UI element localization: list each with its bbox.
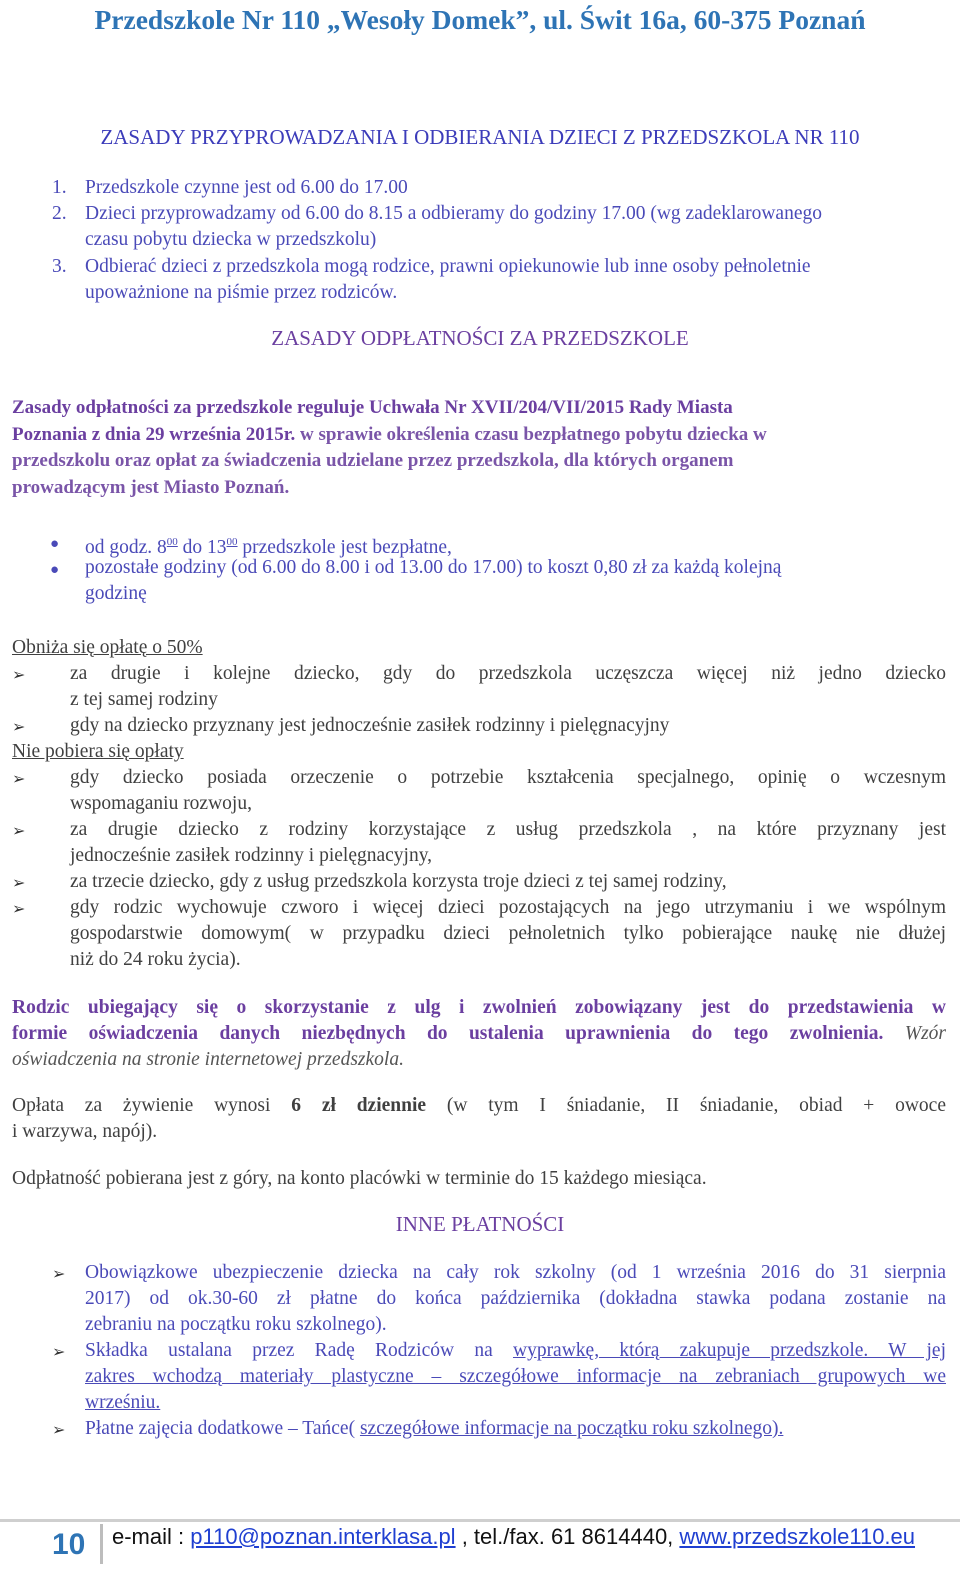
paragraph-line: Zasady odpłatności za przedszkole reguluje Uchwała Nr XVII/204/VII/2015 Rady Miasta (12, 397, 733, 418)
list-item: ➢ gdy rodzic wychowuje czworo i więcej dzieci pozostających na jego utrzymaniu i we wspólnym gospodarstwie domowym( w przypadku dzieci pełnoletnich tylko pobierające naukę nie dłużej niż do 24 roku życia). (12, 897, 946, 970)
list-item: ➢ Obowiązkowe ubezpieczenie dziecka na cały rok szkolny (od 1 września 2016 do 31 sierpnia 2017) od ok.30-60 zł płatne do końca października (dokładna stawka podana zostanie na zebraniu na początku roku szkolnego). (52, 1262, 946, 1335)
list-item: ➢ gdy na dziecko przyznany jest jednocześnie zasiłek rodzinny i pielęgnacyjny (0, 713, 960, 739)
website-link[interactable]: www.przedszkole110.eu (679, 1524, 916, 1549)
paragraph-line: przedszkolu oraz opłat za świadczenia udzielane przez przedszkola, dla których organem (12, 450, 734, 471)
list-number: 1. (52, 177, 67, 198)
fees-resolution-paragraph (12, 395, 952, 501)
list-item: ➢ gdy dziecko posiada orzeczenie o potrzebie kształcenia specjalnego, opinię o wczesnym wspomaganiu rozwoju, (12, 767, 946, 814)
list-number: 3. (52, 256, 67, 277)
section-heading-fees: ZASADY ODPŁATNOŚCI ZA PRZEDSZKOLE (271, 326, 689, 350)
bullet-dot-icon: ● (50, 536, 60, 552)
section-heading-drop-off: ZASADY PRZYPROWADZANIA I ODBIERANIA DZIECI Z PRZEDSZKOLA NR 110 (100, 125, 860, 149)
meal-fee-paragraph: Opłata za żywienie wynosi 6 zł dziennie (w tym I śniadanie, II śniadanie, obiad + owoce i warzywa, napój). (12, 1095, 946, 1142)
list-text: Przedszkole czynne jest od 6.00 do 17.00 (85, 177, 408, 198)
list-number: 2. (52, 203, 67, 224)
arrow-bullet-icon: ➢ (12, 667, 26, 684)
paragraph-line: w sprawie określenia czasu bezpłatnego pobytu dziecka w (300, 423, 767, 445)
arrow-bullet-icon: ➢ (12, 875, 26, 892)
phone-text: , tel./fax. 61 8614440, (455, 1524, 680, 1549)
footer-divider (0, 1519, 960, 1522)
bullet-dot-icon: ● (50, 562, 60, 578)
list-item: ➢ Płatne zajęcia dodatkowe – Tańce( szczegółowe informacje na początku roku szkolnego). (0, 1416, 960, 1442)
section-heading-other-payments: INNE PŁATNOŚCI (395, 1212, 565, 1236)
arrow-bullet-icon: ➢ (12, 823, 26, 840)
list-text: Odbierać dzieci z przedszkola mogą rodzice, prawni opiekunowie lub inne osoby pełnoletnie (85, 256, 811, 277)
list-item (0, 201, 960, 253)
list-item: ➢ za trzecie dziecko, gdy z usług przedszkola korzysta troje dzieci z tej samej rodziny, (0, 869, 960, 895)
payment-terms-text: Odpłatność pobierana jest z góry, na konto placówki w terminie do 15 każdego miesiąca. (12, 1168, 707, 1189)
list-item: ➢ Składka ustalana przez Radę Rodziców na wyprawkę, którą zakupuje przedszkole. W jej zakres wchodzą materiały plastyczne – szczegółowe informacje na zebraniach grupowych we wrześniu. (52, 1340, 946, 1413)
arrow-bullet-icon: ➢ (52, 1422, 66, 1439)
list-item: ● od godz. $8^{00}$ do $13^{00}$ przedszkole jest bezpłatne, (0, 529, 960, 555)
reduction-heading: Obniża się opłatę o 50% (12, 637, 203, 658)
arrow-bullet-icon: ➢ (52, 1344, 66, 1361)
list-item: ➢ za drugie dziecko z rodziny korzystające z usług przedszkola , na które przyznany jest jednocześnie zasiłek rodzinny i pielęgnacyjny, (12, 819, 946, 866)
email-label: e-mail : (112, 1524, 191, 1549)
list-text: czasu pobytu dziecka w przedszkolu) (85, 229, 377, 250)
list-item (0, 254, 960, 306)
footer-contact (112, 1524, 915, 1550)
list-item: ➢ za drugie i kolejne dziecko, gdy do przedszkola uczęszcza więcej niż jedno dziecko z tej samej rodziny (12, 663, 946, 710)
list-text: Dzieci przyprowadzamy od 6.00 do 8.15 a odbieramy do godziny 17.00 (wg zadeklarowanego (85, 203, 822, 224)
list-item: ● pozostałe godziny (od 6.00 do 8.00 i od 13.00 do 17.00) to koszt 0,80 zł za każdą kolejną godzinę (50, 557, 782, 604)
footer-separator (100, 1524, 103, 1564)
arrow-bullet-icon: ➢ (12, 719, 26, 736)
parent-declaration-paragraph: Rodzic ubiegający się o skorzystanie z ulg i zwolnień zobowiązany jest do przedstawienia w formie oświadczenia danych niezbędnych do ustalenia uprawnienia do tego zwolnienia. Wzór oświadczenia na stronie internetowej przedszkola. (12, 997, 947, 1070)
list-item (0, 175, 960, 201)
email-link[interactable]: p110@poznan.interklasa.pl (190, 1524, 456, 1549)
arrow-bullet-icon: ➢ (12, 901, 26, 918)
arrow-bullet-icon: ➢ (12, 771, 26, 788)
page-number: 10 (52, 1528, 86, 1561)
paragraph-line: prowadzącym jest Miasto Poznań. (12, 476, 290, 498)
paragraph-line: Poznania z dnia 29 września 2015r. (12, 423, 296, 445)
exemption-heading: Nie pobiera się opłaty (12, 741, 184, 762)
page-header-title: Przedszkole Nr 110 „Wesoły Domek”, ul. Świt 16a, 60-375 Poznań (94, 4, 866, 35)
list-text: upoważnione na piśmie przez rodziców. (85, 282, 398, 303)
arrow-bullet-icon: ➢ (52, 1266, 66, 1283)
